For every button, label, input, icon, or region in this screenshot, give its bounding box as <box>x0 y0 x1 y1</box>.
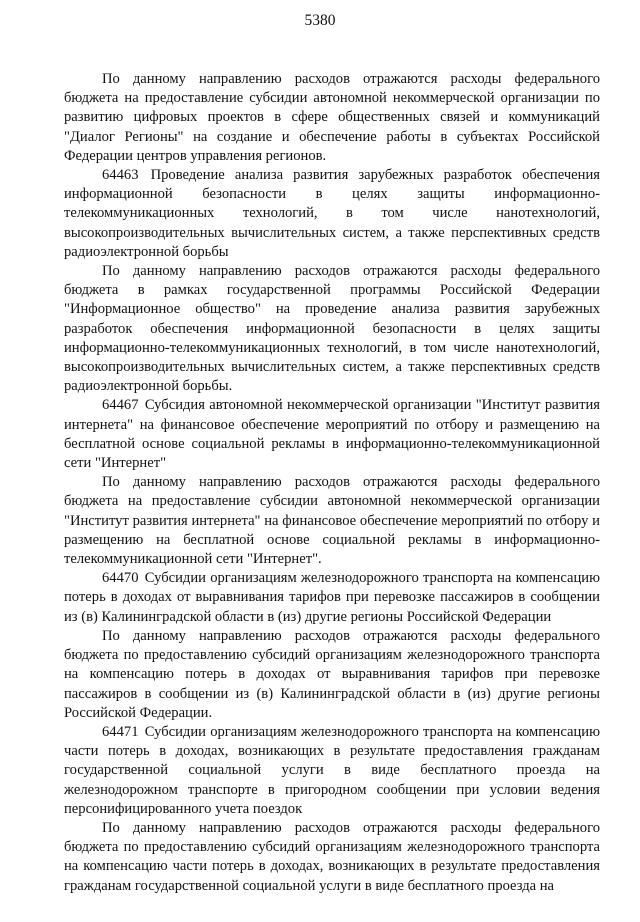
heading-text: Субсидии организациям железнодорожного транспорта на компенсацию потерь в доходах от выравнивания тарифов при перевозке пассажиров в сообщении из (в) Калининградской области в (из) другие регионы Российской Федерации <box>64 570 600 625</box>
budget-code-heading <box>64 723 600 819</box>
body-text <box>64 70 600 896</box>
paragraph-text: По данному направлению расходов отражаются расходы федерального бюджета на предоставление субсидии автономной некоммерческой организации по развитию цифровых проектов в сфере общественных связей и коммуникаций "Диалог Регионы" на создание и обеспечение работы в субъектах Российской Федерации центров управления регионов. <box>64 71 600 164</box>
paragraph-text: По данному направлению расходов отражаются расходы федерального бюджета по предоставлению субсидий организациям железнодорожного транспорта на компенсацию части потерь в доходах, возникающих в результате предоставления гражданам государственной социальной услуги в виде бесплатного проезда на <box>64 819 600 894</box>
heading-text: Проведение анализа развития зарубежных разработок обеспечения информационной безопасности в целях защиты информационно-телекоммуникационных технологий, в том числе нанотехнологий, высокопроизводительных вычислительных систем, а также перспективных средств радиоэлектронной борьбы <box>64 167 600 260</box>
paragraph-text: По данному направлению расходов отражаются расходы федерального бюджета на предоставление субсидии автономной некоммерческой организации "Институт развития интернета" на финансовое обеспечение мероприятий по отбору и размещению на бесплатной основе социальной рекламы в информационно-телекоммуникационной сети "Интернет". <box>64 474 600 568</box>
page-number: 5380 <box>304 12 336 29</box>
paragraph-text: По данному направлению расходов отражаются расходы федерального бюджета в рамках государственной программы Российской Федерации "Информационное общество" на проведение анализа развития зарубежных разработок обеспечения информационной безопасности в целях защиты информационно-телекоммуникационных технологий, в том числе нанотехнологий, высокопроизводительных вычислительных систем, а также перспективных средств радиоэлектронной борьбы. <box>64 263 600 395</box>
budget-code: 64467 <box>102 397 139 414</box>
paragraph-text: По данному направлению расходов отражаются расходы федерального бюджета по предоставлению субсидий организациям железнодорожного транспорта на компенсацию потерь в доходах от выравнивания тарифов при перевозке пассажиров в сообщении из (в) Калининградской области в (из) другие регионы Российской Федерации. <box>64 627 600 721</box>
paragraph <box>64 627 600 723</box>
budget-code-heading <box>64 166 600 262</box>
paragraph <box>64 262 600 396</box>
budget-code: 64471 <box>102 723 139 740</box>
paragraph <box>64 473 600 569</box>
budget-code: 64470 <box>102 570 139 587</box>
heading-text: Субсидии организациям железнодорожного транспорта на компенсацию части потерь в доходах, возникающих в результате предоставления гражданам государственной социальной услуги в виде бесплатного проезда на железнодорожном транспорте в пригородном сообщении при условии ведения персонифицированного учета поездок <box>64 723 600 817</box>
budget-code: 64463 <box>102 167 139 184</box>
budget-code-heading <box>64 396 600 473</box>
heading-text: Субсидия автономной некоммерческой организации "Институт развития интернета" на финансовое обеспечение мероприятий по отбору и размещению на бесплатной основе социальной рекламы в информационно-телекоммуникационной сети "Интернет" <box>64 397 600 472</box>
paragraph <box>64 819 600 896</box>
budget-code-heading <box>64 569 600 627</box>
paragraph <box>64 70 600 166</box>
